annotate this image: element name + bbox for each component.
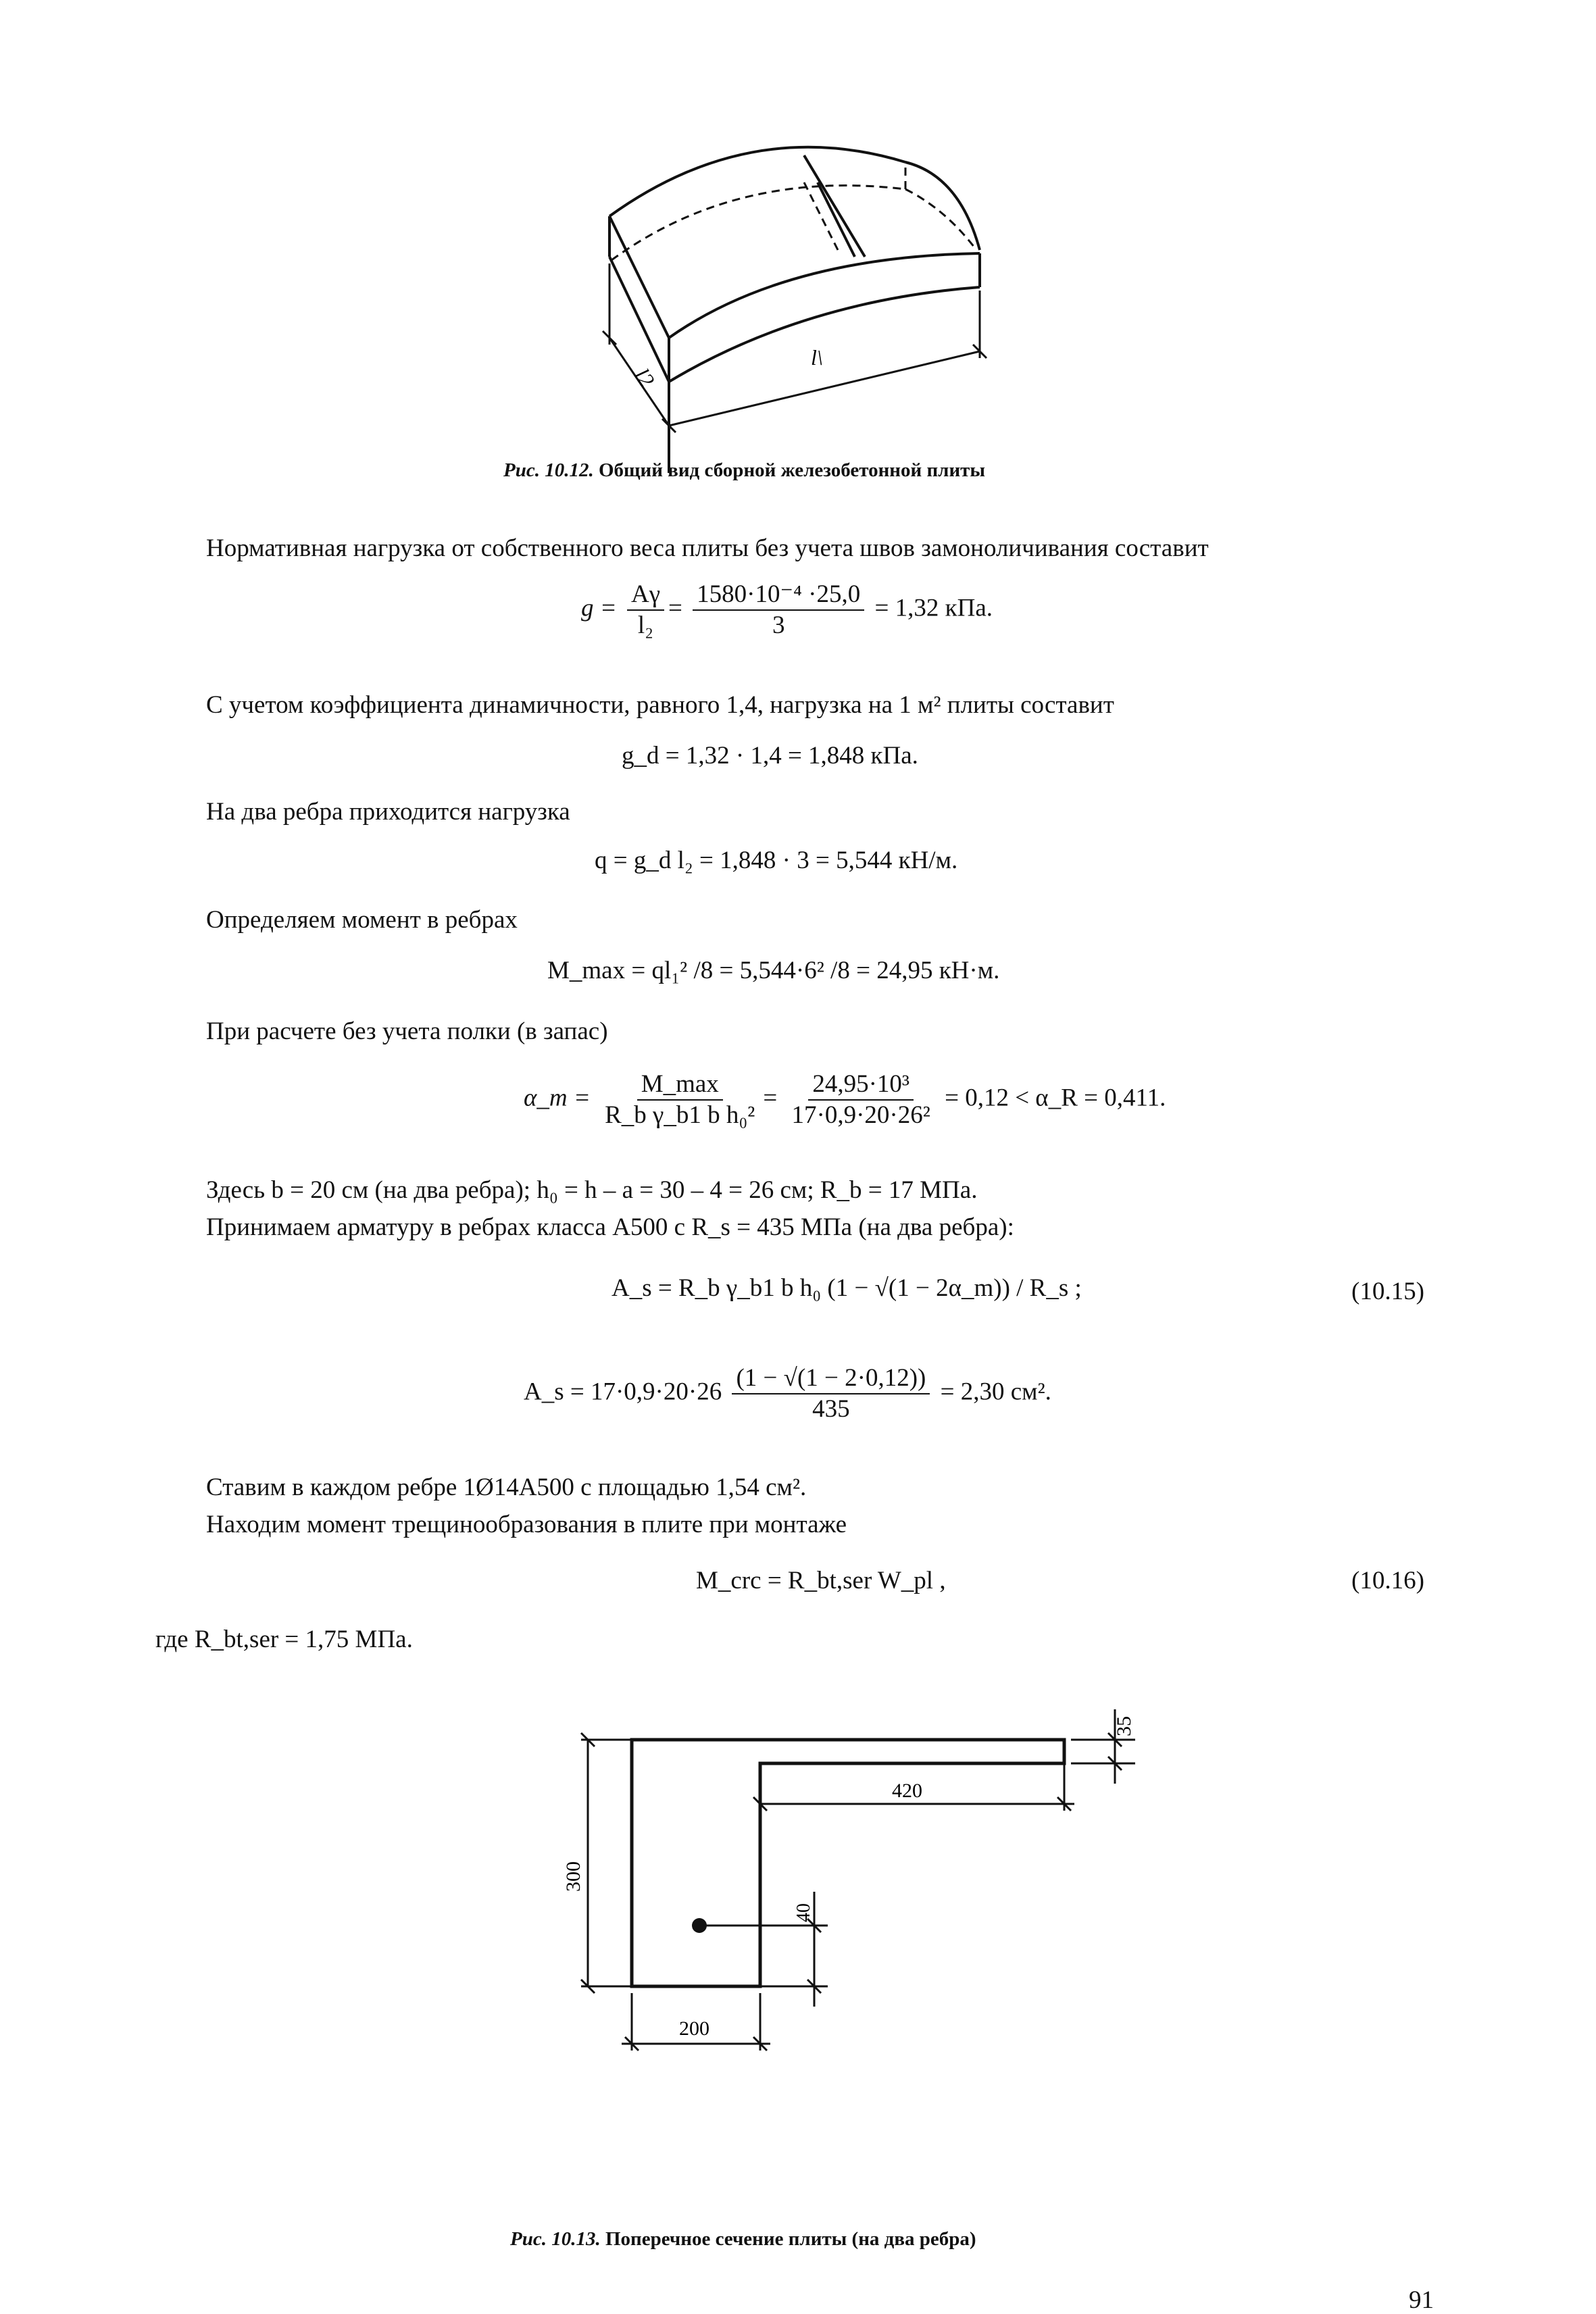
paragraph-2: С учетом коэффициента динамичности, равного 1,4, нагрузка на 1 м² плиты составит (206, 691, 1114, 719)
equation-as2-num: (1 − √(1 − 2·0,12)) (732, 1365, 930, 1394)
dim-35: 35 (1113, 1716, 1135, 1736)
equation-am-den-1: R_b γ_b1 b h₀² (605, 1101, 755, 1129)
equation-am-den-2: 17·0,9·20·26² (791, 1101, 930, 1129)
equation-as-numeric (524, 1365, 1051, 1423)
equation-gd: g_d = 1,32 · 1,4 = 1,848 кПа. (622, 742, 918, 770)
equation-am-num-2: 24,95·10³ (808, 1071, 914, 1101)
equation-as: A_s = R_b γ_b1 b h₀ (1 − √(1 − 2α_m)) / R_s ; (612, 1274, 1082, 1302)
equation-as2-rhs: = 2,30 см². (940, 1378, 1051, 1406)
rebar-dot (692, 1918, 707, 1933)
equation-g-num-1: Aγ (627, 581, 664, 611)
label-l2: l2 (630, 363, 660, 392)
dim-420: 420 (892, 1780, 922, 1802)
equation-g-rhs: = 1,32 кПа. (874, 594, 993, 622)
equation-am-fraction-2 (788, 1071, 934, 1129)
label-l1: l\ (811, 345, 823, 370)
dim-200: 200 (679, 2017, 709, 2040)
paragraph-6: Здесь b = 20 см (на два ребра); h₀ = h – a = 30 – 4 = 26 см; R_b = 17 МПа. (206, 1176, 978, 1204)
paragraph-9: Находим момент трещинообразования в плите при монтаже (206, 1511, 847, 1538)
equation-g-fraction-2 (693, 581, 864, 639)
paragraph-3: На два ребра приходится нагрузка (206, 798, 570, 826)
paragraph-5: При расчете без учета полки (в запас) (206, 1017, 608, 1045)
paragraph-1: Нормативная нагрузка от собственного веса плиты без учета швов замоноличивания составит (206, 534, 1209, 562)
figure-caption-2-text: Поперечное сечение плиты (на два ребра) (605, 2228, 976, 2250)
equation-g-den-2: 3 (772, 611, 785, 639)
equation-g-lhs: g = (581, 594, 617, 622)
equation-alpha-m: α_m = $\frac{M\_\max}{\text{R\_b γ\_b1 b h₀²}}$ = $\frac{\text{24,95·10³}}{\text{17·0,9·20·26²}}$ = 0,12 < α_R = 0,411. (524, 1070, 1166, 1129)
page-number: 91 (1409, 2286, 1434, 2314)
equation-am-fraction-1 (601, 1071, 759, 1129)
equation-number-10-15: (10.15) (1351, 1278, 1424, 1305)
figure-caption-1-prefix: Рис. 10.12. (503, 459, 594, 481)
paragraph-10: где R_bt,ser = 1,75 МПа. (155, 1626, 413, 1653)
paragraph-4: Определяем момент в ребрах (206, 906, 518, 934)
dim-40: 40 (793, 1903, 814, 1922)
equation-am-rhs: = 0,12 < α_R = 0,411. (945, 1084, 1166, 1112)
equation-as2-fraction (732, 1365, 930, 1423)
equation-as2-den: 435 (812, 1395, 850, 1423)
figure-caption-2 (510, 2228, 976, 2250)
figure-caption-2-prefix: Рис. 10.13. (510, 2228, 601, 2250)
equation-mmax: M_max = ql₁² /8 = 5,544·6² /8 = 24,95 кН·м. (547, 957, 1000, 984)
equation-mcrc: M_crc = R_bt,ser W_pl , (696, 1567, 946, 1594)
dim-300: 300 (562, 1861, 584, 1892)
equation-am-num-1: M_max (637, 1071, 723, 1101)
equation-g-num-2: 1580·10⁻⁴ ·25,0 (693, 581, 864, 611)
equation-g: g = $\frac{A\gamma}{\text{l₂}}$ = $\frac{\text{1580·10⁻⁴ ·25,0}}{3}$ = 1,32 кПа. (581, 580, 993, 639)
equation-g-fraction-1 (627, 581, 664, 639)
equation-as2-lhs: A_s = 17·0,9·20·26 (524, 1378, 722, 1406)
figure-caption-1-text: Общий вид сборной железобетонной плиты (598, 459, 986, 481)
figure-caption-1 (503, 459, 985, 482)
paragraph-8: Ставим в каждом ребре 1Ø14А500 с площадью 1,54 см². (206, 1474, 807, 1501)
equation-q: q = g_d l₂ = 1,848 · 3 = 5,544 кН/м. (595, 847, 958, 874)
cross-section-figure (562, 1689, 1176, 2203)
equation-number-10-16: (10.16) (1351, 1567, 1424, 1594)
slab-isometric-figure (581, 142, 1000, 453)
equation-g-den-1: l₂ (637, 611, 654, 639)
paragraph-7: Принимаем арматуру в ребрах класса А500 с R_s = 435 МПа (на два ребра): (206, 1213, 1014, 1241)
equation-am-lhs: α_m = (524, 1084, 591, 1112)
